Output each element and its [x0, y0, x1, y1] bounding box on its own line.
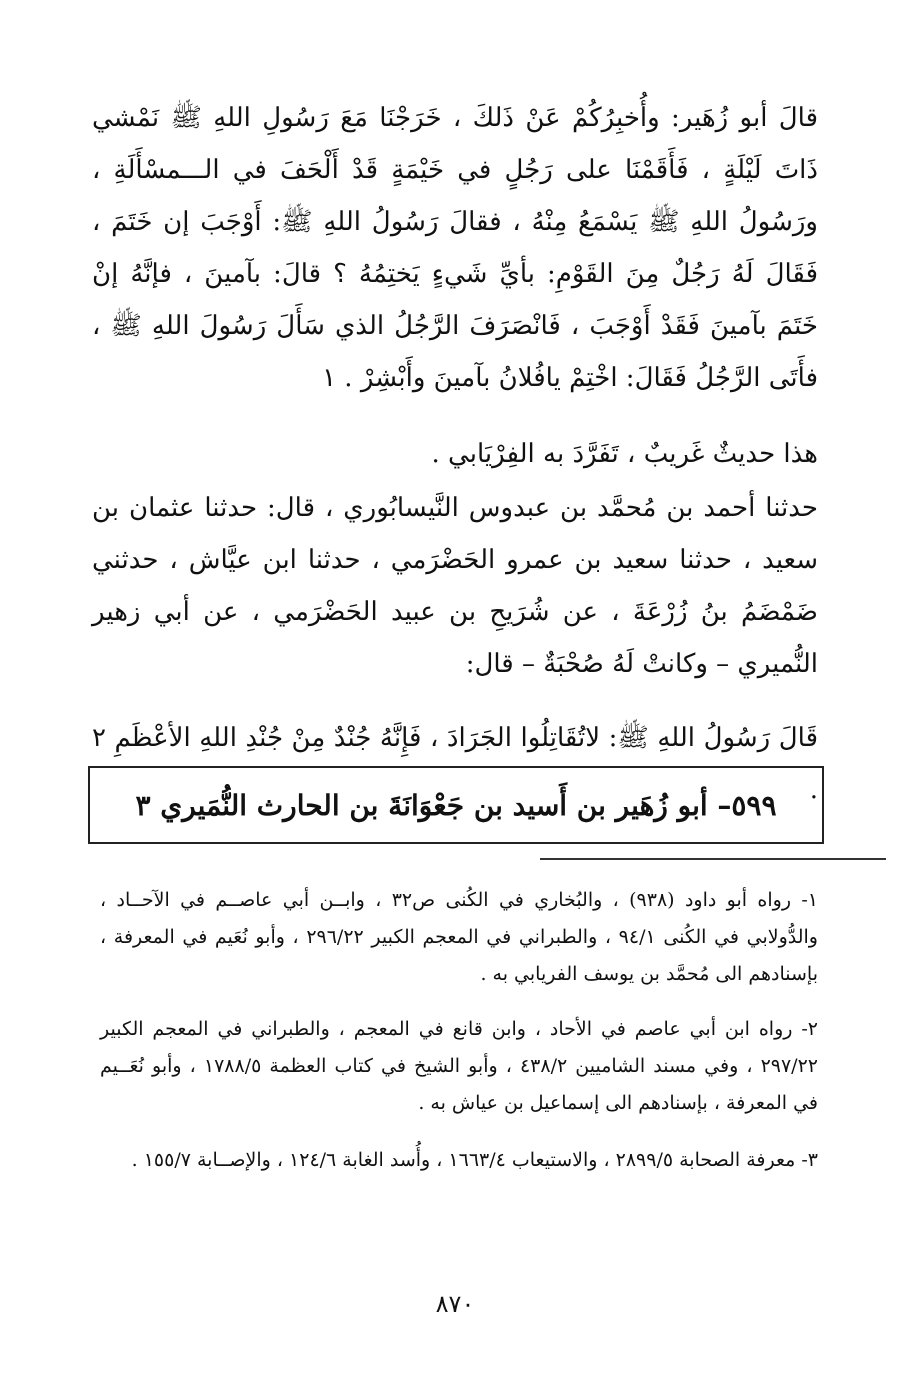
- entry-title: [136, 789, 777, 822]
- commentary-paragraph: هذا حديثٌ غَريبٌ ، تَفَرَّدَ به الفِرْيَابي .: [431, 439, 818, 469]
- entry-title-box: [88, 766, 824, 844]
- footnote-2: ٢- رواه ابن أبي عاصم في الأحاد ، وابن قانع في المعجم ، والطبراني في المعجم الكبير ٢٩٧/٢٢ ، وفي مسند الشاميين ٤٣٨/٢ ، وأبو الشيخ في كتاب العظمة ١٧٨٨/٥ ، وأبو نُعَــيم في المعرفة ، بإسنادهم الى إسماعيل بن عياش به .: [100, 1018, 818, 1114]
- footnote-3: ٣- معرفة الصحابة ٢٨٩٩/٥ ، والاستيعاب ١٦٦٣/٤ ، وأُسد الغابة ١٢٤/٦ ، والإصــابة ١٥٥/٧ .: [131, 1149, 818, 1171]
- entry-name: – أبو زُهَير بن أَسيد بن جَعْوَانَةَ بن الحارث النُّمَيري: [160, 788, 732, 822]
- footnote-marker: ١: [322, 363, 337, 393]
- footnote-marker: ٣: [135, 788, 151, 822]
- hadith-text: قالَ أبو زُهَير: وأُخبِرُكُمْ عَنْ ذَلكَ ، خَرَجْنَا مَعَ رَسُولِ اللهِ ﷺ نَمْشي ذَاتَ لَيْلَةٍ ، فَأَقَمْنَا على رَجُلٍ في خَيْمَةٍ قَدْ أَلْحَفَ في الـــمسْأَلَةِ ، ورَسُولُ اللهِ ﷺ يَسْمَعُ مِنْهُ ، فقالَ رَسُولُ اللهِ ﷺ: أَوْجَبَ إن خَتَمَ ، فَقَالَ لَهُ رَجُلٌ مِنَ القَوْمِ: بأيِّ شَيءٍ يَختِمُهُ ؟ قالَ: بآمينَ ، فإنَّهُ إنْ خَتَمَ بآمينَ فَقَدْ أَوْجَبَ ، فَانْصَرَفَ الرَّجُلُ الذي سَأَلَ رَسُولَ اللهِ ﷺ ، فأَتَى الرَّجُلُ فَقَالَ: اخْتِمْ يافُلانُ بآمينَ وأَبْشِرْ .: [92, 103, 818, 393]
- hadith-paragraph: [92, 92, 818, 404]
- isnad-paragraph: حدثنا أحمد بن مُحمَّد بن عبدوس النَّيسابُوري ، قال: حدثنا عثمان بن سعيد ، حدثنا سعيد بن عمرو الحَضْرَمي ، حدثنا ابن عيَّاش ، حدثني ضَمْضَمُ بنُ زُرْعَةَ ، عن شُرَيحِ بن عبيد الحَضْرَمي ، عن أبي زهير النُّميري – وكانتْ لَهُ صُحْبَةٌ – قال:: [92, 493, 818, 679]
- footnote-divider: [540, 858, 886, 860]
- footnote-1: ١- رواه أبو داود (٩٣٨) ، والبُخاري في الكُنى ص٣٢ ، وابــن أبي عاصــم في الآحــاد ، والدُّولابي في الكُنى ٩٤/١ ، والطبراني في المعجم الكبير ٢٩٦/٢٢ ، وأبو نُعَيم في المعرفة ، بإسنادهم الى مُحمَّد بن يوسف الفريابي به .: [100, 889, 818, 985]
- sentence-end: .: [809, 775, 818, 805]
- entry-number: ٥٩٩: [731, 788, 777, 822]
- page-number: ٨٧٠: [435, 1290, 475, 1318]
- footnote-marker: ٢: [92, 723, 106, 753]
- hadith-text: قَالَ رَسُولُ اللهِ ﷺ: لاتُقَاتِلُوا الجَرَادَ ، فَإِنَّهُ جُنْدٌ مِنْ جُنْدِ اللهِ الأعْظَمِ: [114, 723, 818, 753]
